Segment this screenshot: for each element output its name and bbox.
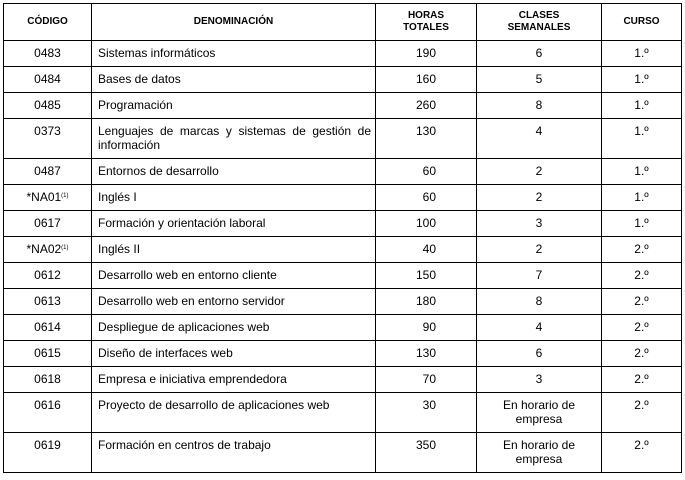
table-row bbox=[4, 93, 682, 119]
cell-denominacion: Programación bbox=[92, 93, 376, 119]
header-horas-line2: TOTALES bbox=[403, 22, 449, 33]
codigo-text: 0614 bbox=[34, 320, 61, 334]
footnote-marker: (1) bbox=[61, 193, 69, 199]
cell-codigo bbox=[4, 263, 92, 289]
cell-codigo bbox=[4, 67, 92, 93]
header-clases-line1: CLASES bbox=[518, 10, 560, 21]
cell-horas-totales: 100 bbox=[376, 211, 477, 237]
cell-horas-totales: 350 bbox=[376, 433, 477, 473]
codigo-text: 0616 bbox=[34, 398, 61, 412]
modules-table-container bbox=[3, 3, 682, 473]
cell-curso: 2.º bbox=[602, 289, 682, 315]
cell-clases-semanales bbox=[477, 67, 602, 93]
clases-text: 4 bbox=[535, 124, 543, 138]
cell-clases-semanales bbox=[477, 93, 602, 119]
codigo-text: 0618 bbox=[34, 372, 61, 386]
codigo-text: 0373 bbox=[34, 124, 61, 138]
table-row bbox=[4, 433, 682, 473]
table-row bbox=[4, 185, 682, 211]
cell-codigo bbox=[4, 93, 92, 119]
codigo-text: 0617 bbox=[34, 216, 61, 230]
header-clases-line2: SEMANALES bbox=[507, 22, 571, 33]
cell-denominacion: Empresa e iniciativa emprendedora bbox=[92, 367, 376, 393]
table-row bbox=[4, 237, 682, 263]
codigo-text: *NA02 bbox=[26, 242, 62, 256]
cell-horas-totales: 130 bbox=[376, 119, 477, 159]
cell-horas-totales: 160 bbox=[376, 67, 477, 93]
cell-clases-semanales bbox=[477, 341, 602, 367]
cell-denominacion: Sistemas informáticos bbox=[92, 41, 376, 67]
header-clases-semanales bbox=[477, 4, 602, 41]
cell-horas-totales: 30 bbox=[376, 393, 477, 433]
cell-curso: 1.º bbox=[602, 159, 682, 185]
cell-denominacion: Desarrollo web en entorno cliente bbox=[92, 263, 376, 289]
cell-denominacion: Desarrollo web en entorno servidor bbox=[92, 289, 376, 315]
table-row bbox=[4, 341, 682, 367]
table-row bbox=[4, 367, 682, 393]
cell-clases-semanales bbox=[477, 367, 602, 393]
cell-horas-totales: 180 bbox=[376, 289, 477, 315]
table-row bbox=[4, 41, 682, 67]
header-curso: CURSO bbox=[602, 4, 682, 41]
cell-denominacion: Lenguajes de marcas y sistemas de gestión de información bbox=[92, 119, 376, 159]
codigo-text: 0612 bbox=[34, 268, 61, 282]
clases-text: 7 bbox=[535, 268, 543, 282]
cell-codigo bbox=[4, 289, 92, 315]
cell-horas-totales: 260 bbox=[376, 93, 477, 119]
clases-text: 8 bbox=[535, 98, 543, 112]
footnote-marker: (1) bbox=[61, 245, 69, 251]
cell-horas-totales: 130 bbox=[376, 341, 477, 367]
cell-horas-totales: 60 bbox=[376, 185, 477, 211]
header-row bbox=[4, 4, 682, 41]
table-row bbox=[4, 119, 682, 159]
codigo-text: 0485 bbox=[34, 98, 61, 112]
clases-text: 6 bbox=[535, 46, 543, 60]
cell-curso: 2.º bbox=[602, 237, 682, 263]
cell-horas-totales: 90 bbox=[376, 315, 477, 341]
cell-codigo bbox=[4, 341, 92, 367]
cell-denominacion: Despliegue de aplicaciones web bbox=[92, 315, 376, 341]
clases-text: En horario de empresa bbox=[502, 438, 576, 466]
table-row bbox=[4, 289, 682, 315]
modules-table bbox=[3, 3, 682, 473]
cell-clases-semanales bbox=[477, 289, 602, 315]
cell-clases-semanales bbox=[477, 41, 602, 67]
cell-clases-semanales bbox=[477, 159, 602, 185]
cell-denominacion: Bases de datos bbox=[92, 67, 376, 93]
cell-codigo bbox=[4, 393, 92, 433]
header-horas-totales bbox=[376, 4, 477, 41]
cell-denominacion: Entornos de desarrollo bbox=[92, 159, 376, 185]
clases-text: 4 bbox=[535, 320, 543, 334]
cell-curso: 1.º bbox=[602, 93, 682, 119]
table-row bbox=[4, 315, 682, 341]
codigo-text: 0483 bbox=[34, 46, 61, 60]
clases-text: 8 bbox=[535, 294, 543, 308]
cell-curso: 1.º bbox=[602, 41, 682, 67]
cell-codigo bbox=[4, 367, 92, 393]
header-denominacion: DENOMINACIÓN bbox=[92, 4, 376, 41]
codigo-text: 0484 bbox=[34, 72, 61, 86]
cell-codigo bbox=[4, 41, 92, 67]
cell-clases-semanales bbox=[477, 237, 602, 263]
cell-curso: 2.º bbox=[602, 341, 682, 367]
cell-horas-totales: 60 bbox=[376, 159, 477, 185]
cell-codigo bbox=[4, 119, 92, 159]
table-body bbox=[4, 41, 682, 473]
cell-clases-semanales bbox=[477, 211, 602, 237]
clases-text: 2 bbox=[535, 190, 543, 204]
cell-denominacion: Diseño de interfaces web bbox=[92, 341, 376, 367]
cell-clases-semanales bbox=[477, 263, 602, 289]
cell-clases-semanales bbox=[477, 393, 602, 433]
cell-codigo bbox=[4, 185, 92, 211]
cell-curso: 2.º bbox=[602, 393, 682, 433]
table-row bbox=[4, 67, 682, 93]
cell-curso: 2.º bbox=[602, 433, 682, 473]
clases-text: 3 bbox=[535, 372, 543, 386]
cell-denominacion: Inglés I bbox=[92, 185, 376, 211]
cell-codigo bbox=[4, 159, 92, 185]
cell-horas-totales: 40 bbox=[376, 237, 477, 263]
cell-codigo bbox=[4, 433, 92, 473]
clases-text: 2 bbox=[535, 164, 543, 178]
clases-text: 6 bbox=[535, 346, 543, 360]
cell-clases-semanales bbox=[477, 119, 602, 159]
cell-curso: 2.º bbox=[602, 367, 682, 393]
cell-codigo bbox=[4, 237, 92, 263]
table-row bbox=[4, 393, 682, 433]
cell-horas-totales: 70 bbox=[376, 367, 477, 393]
codigo-text: 0487 bbox=[34, 164, 61, 178]
header-horas-line1: HORAS bbox=[407, 10, 445, 21]
cell-horas-totales: 150 bbox=[376, 263, 477, 289]
cell-curso: 1.º bbox=[602, 211, 682, 237]
cell-curso: 2.º bbox=[602, 263, 682, 289]
cell-denominacion: Inglés II bbox=[92, 237, 376, 263]
clases-text: 5 bbox=[535, 72, 543, 86]
table-row bbox=[4, 159, 682, 185]
codigo-text: 0613 bbox=[34, 294, 61, 308]
clases-text: En horario de empresa bbox=[502, 398, 576, 426]
table-row bbox=[4, 211, 682, 237]
cell-curso: 1.º bbox=[602, 67, 682, 93]
cell-codigo bbox=[4, 211, 92, 237]
cell-clases-semanales bbox=[477, 433, 602, 473]
cell-denominacion: Proyecto de desarrollo de aplicaciones web bbox=[92, 393, 376, 433]
cell-codigo bbox=[4, 315, 92, 341]
cell-denominacion: Formación y orientación laboral bbox=[92, 211, 376, 237]
clases-text: 3 bbox=[535, 216, 543, 230]
clases-text: 2 bbox=[535, 242, 543, 256]
cell-curso: 1.º bbox=[602, 185, 682, 211]
cell-curso: 2.º bbox=[602, 315, 682, 341]
header-codigo: CÓDIGO bbox=[4, 4, 92, 41]
codigo-text: *NA01 bbox=[26, 190, 62, 204]
table-row bbox=[4, 263, 682, 289]
cell-horas-totales: 190 bbox=[376, 41, 477, 67]
codigo-text: 0615 bbox=[34, 346, 61, 360]
cell-curso: 1.º bbox=[602, 119, 682, 159]
cell-denominacion: Formación en centros de trabajo bbox=[92, 433, 376, 473]
cell-clases-semanales bbox=[477, 185, 602, 211]
cell-clases-semanales bbox=[477, 315, 602, 341]
codigo-text: 0619 bbox=[34, 438, 61, 452]
